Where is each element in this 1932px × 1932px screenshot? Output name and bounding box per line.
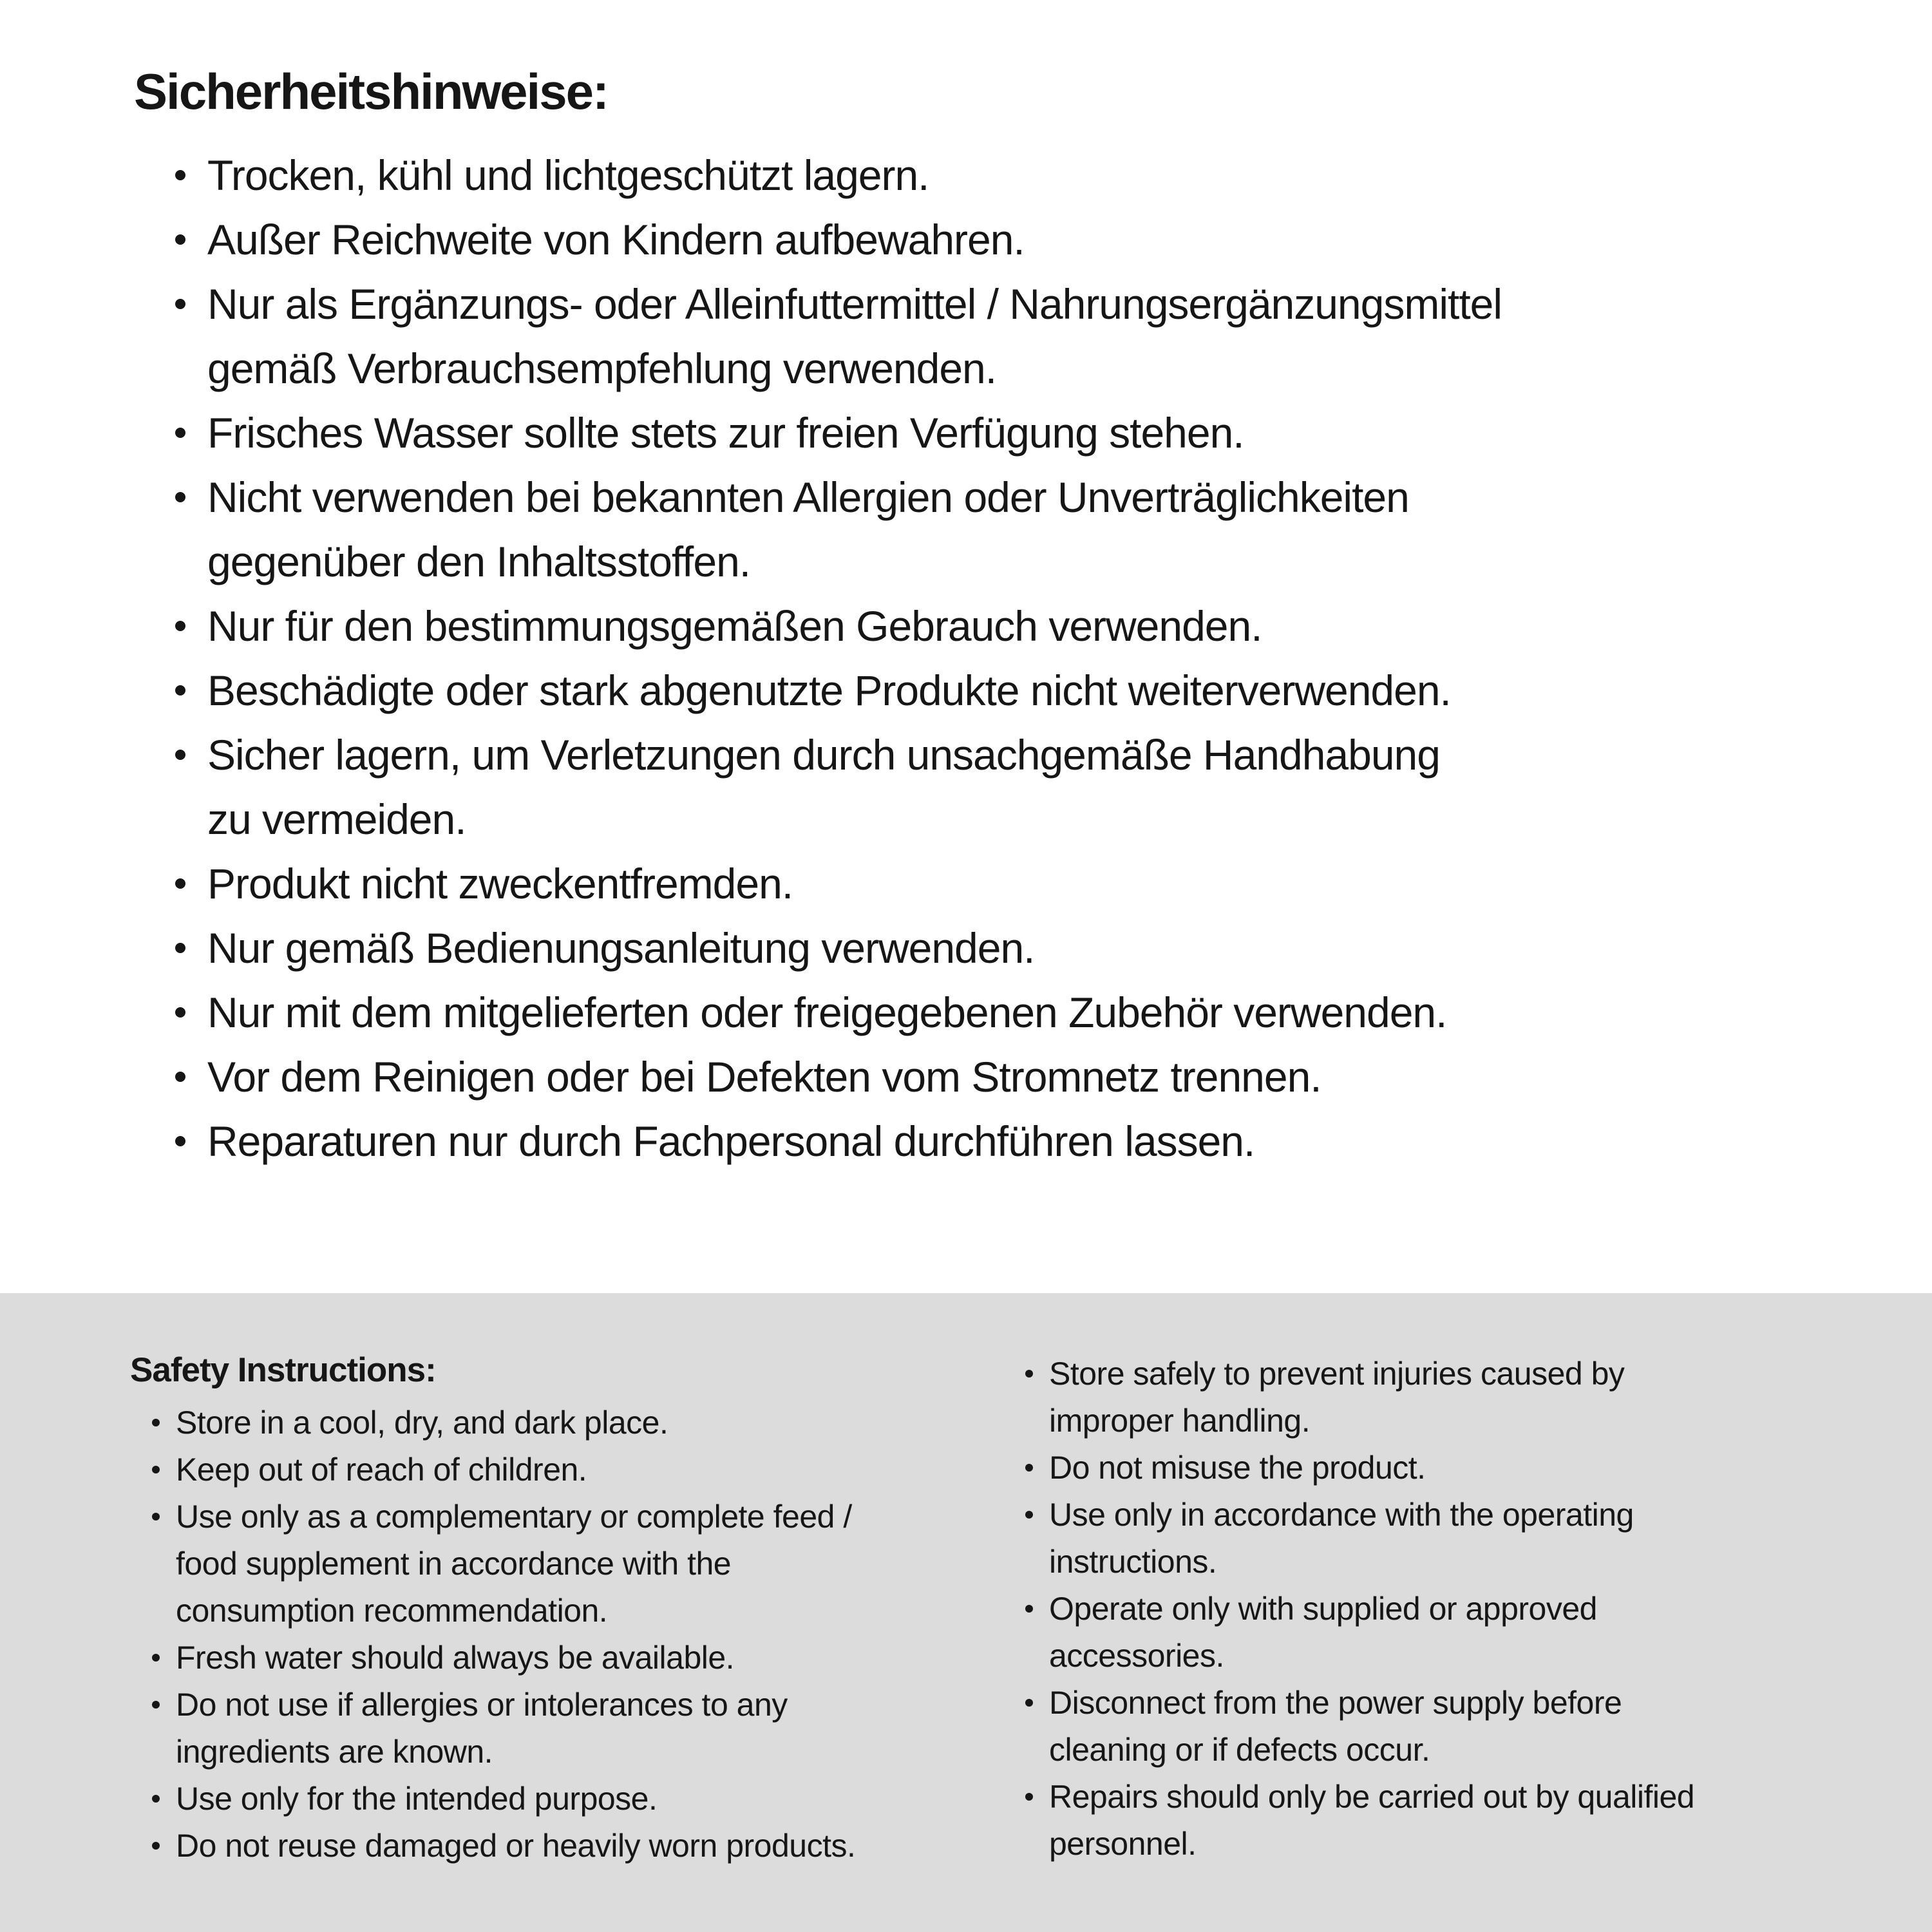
bullet-dot xyxy=(175,878,185,889)
list-item-line xyxy=(175,980,1502,1045)
list-item-line xyxy=(1025,1538,1694,1585)
list-line-text: Produkt nicht zweckentfremden. xyxy=(207,860,793,907)
bullet-dot xyxy=(152,1654,160,1662)
bullet-dot xyxy=(175,428,185,438)
bullet-dot xyxy=(152,1701,160,1709)
bullet-dot xyxy=(175,234,185,245)
list-item-line xyxy=(152,1493,855,1540)
bullet-dot xyxy=(1025,1793,1033,1801)
list-item-line xyxy=(1025,1585,1694,1632)
list-line-text: Vor dem Reinigen oder bei Defekten vom Stromnetz trennen. xyxy=(207,1053,1321,1101)
list-line-text: Store safely to prevent injuries caused by xyxy=(1049,1355,1625,1392)
list-line-text: Repairs should only be carried out by qualified xyxy=(1049,1778,1695,1815)
list-line-text: ingredients are known. xyxy=(176,1733,493,1770)
list-line-text: improper handling. xyxy=(1049,1402,1311,1439)
list-line-text: Sicher lagern, um Verletzungen durch unsachgemäße Handhabung xyxy=(207,731,1440,779)
list-line-text: zu vermeiden. xyxy=(207,795,466,843)
list-item-line xyxy=(152,1587,855,1634)
list-line-text: gegenüber den Inhaltsstoffen. xyxy=(207,538,751,585)
list-item-line xyxy=(175,851,1502,916)
bullet-dot xyxy=(1025,1699,1033,1707)
list-item-line xyxy=(152,1822,855,1869)
list-item-line xyxy=(1025,1397,1694,1444)
list-item-line xyxy=(175,1045,1502,1109)
bullet-dot xyxy=(175,1072,185,1082)
german-title: Sicherheitshinweise: xyxy=(134,63,608,120)
list-line-text: Nur mit dem mitgelieferten oder freigegebenen Zubehör verwenden. xyxy=(207,989,1447,1036)
bullet-dot xyxy=(1025,1605,1033,1613)
bullet-dot xyxy=(1025,1464,1033,1472)
list-item-line xyxy=(175,401,1502,465)
bullet-dot xyxy=(175,685,185,696)
bullet-dot xyxy=(175,299,185,309)
list-line-text: Beschädigte oder stark abgenutzte Produkte nicht weiterverwenden. xyxy=(207,667,1451,714)
list-item-line xyxy=(152,1399,855,1446)
bullet-dot xyxy=(175,170,185,180)
list-line-text: Außer Reichweite von Kindern aufbewahren. xyxy=(207,216,1025,263)
list-item-line xyxy=(152,1446,855,1493)
list-item-line xyxy=(175,336,1502,401)
list-item-line xyxy=(152,1681,855,1728)
bullet-dot xyxy=(152,1795,160,1803)
list-line-text: Do not misuse the product. xyxy=(1049,1449,1426,1486)
bullet-dot xyxy=(1025,1370,1033,1378)
list-item-line xyxy=(1025,1820,1694,1867)
bullet-dot xyxy=(175,1007,185,1018)
list-line-text: Disconnect from the power supply before xyxy=(1049,1684,1622,1721)
list-item-line xyxy=(175,916,1502,980)
list-line-text: Nur gemäß Bedienungsanleitung verwenden. xyxy=(207,924,1035,972)
list-line-text: instructions. xyxy=(1049,1543,1217,1580)
english-safety-list-right-column xyxy=(1025,1350,1694,1867)
list-line-text: food supplement in accordance with the xyxy=(176,1545,732,1582)
list-line-text: Use only in accordance with the operating xyxy=(1049,1496,1634,1533)
list-line-text: gemäß Verbrauchsempfehlung verwenden. xyxy=(207,345,997,392)
list-item-line xyxy=(1025,1679,1694,1726)
list-item-line xyxy=(1025,1632,1694,1679)
list-line-text: Use only for the intended purpose. xyxy=(176,1780,658,1817)
bullet-dot xyxy=(175,1136,185,1146)
list-item-line xyxy=(1025,1350,1694,1397)
bullet-dot xyxy=(175,621,185,631)
list-line-text: Reparaturen nur durch Fachpersonal durchführen lassen. xyxy=(207,1117,1255,1165)
list-line-text: Operate only with supplied or approved xyxy=(1049,1590,1597,1627)
list-item-line xyxy=(175,143,1502,207)
bullet-dot xyxy=(175,943,185,953)
list-line-text: cleaning or if defects occur. xyxy=(1049,1731,1430,1768)
list-item-line xyxy=(152,1728,855,1775)
list-line-text: Do not reuse damaged or heavily worn products. xyxy=(176,1827,856,1864)
list-item-line xyxy=(175,594,1502,658)
german-safety-list xyxy=(175,143,1502,1173)
bullet-dot xyxy=(152,1466,160,1473)
english-safety-list-left-column xyxy=(152,1399,855,1869)
bullet-dot xyxy=(1025,1511,1033,1519)
list-line-text: consumption recommendation. xyxy=(176,1592,608,1629)
list-line-text: personnel. xyxy=(1049,1825,1197,1862)
list-item-line xyxy=(152,1775,855,1822)
list-item-line xyxy=(1025,1491,1694,1538)
bullet-dot xyxy=(175,750,185,760)
list-line-text: Store in a cool, dry, and dark place. xyxy=(176,1404,668,1441)
bullet-dot xyxy=(152,1842,160,1850)
list-item-line xyxy=(175,1109,1502,1173)
list-line-text: Frisches Wasser sollte stets zur freien Verfügung stehen. xyxy=(207,409,1244,457)
list-item-line xyxy=(152,1540,855,1587)
list-item-line xyxy=(175,465,1502,529)
list-item-line xyxy=(175,723,1502,787)
list-item-line xyxy=(1025,1726,1694,1773)
list-line-text: Nur als Ergänzungs- oder Alleinfuttermittel / Nahrungsergänzungsmittel xyxy=(207,280,1502,328)
bullet-dot xyxy=(152,1513,160,1520)
list-item-line xyxy=(175,207,1502,272)
list-item-line xyxy=(175,787,1502,851)
list-line-text: Do not use if allergies or intolerances to any xyxy=(176,1686,788,1723)
list-line-text: Nur für den bestimmungsgemäßen Gebrauch verwenden. xyxy=(207,602,1262,650)
list-item-line xyxy=(1025,1773,1694,1820)
list-item-line xyxy=(1025,1444,1694,1491)
bullet-dot xyxy=(152,1419,160,1426)
list-line-text: Keep out of reach of children. xyxy=(176,1451,587,1488)
english-title: Safety Instructions: xyxy=(130,1351,436,1389)
list-line-text: Use only as a complementary or complete feed / xyxy=(176,1498,852,1535)
list-line-text: accessories. xyxy=(1049,1637,1224,1674)
list-line-text: Fresh water should always be available. xyxy=(176,1639,735,1676)
list-item-line xyxy=(175,658,1502,723)
list-line-text: Trocken, kühl und lichtgeschützt lagern. xyxy=(207,151,929,199)
list-line-text: Nicht verwenden bei bekannten Allergien oder Unverträglichkeiten xyxy=(207,473,1409,521)
list-item-line xyxy=(152,1634,855,1681)
list-item-line xyxy=(175,529,1502,594)
bullet-dot xyxy=(175,492,185,502)
list-item-line xyxy=(175,272,1502,336)
